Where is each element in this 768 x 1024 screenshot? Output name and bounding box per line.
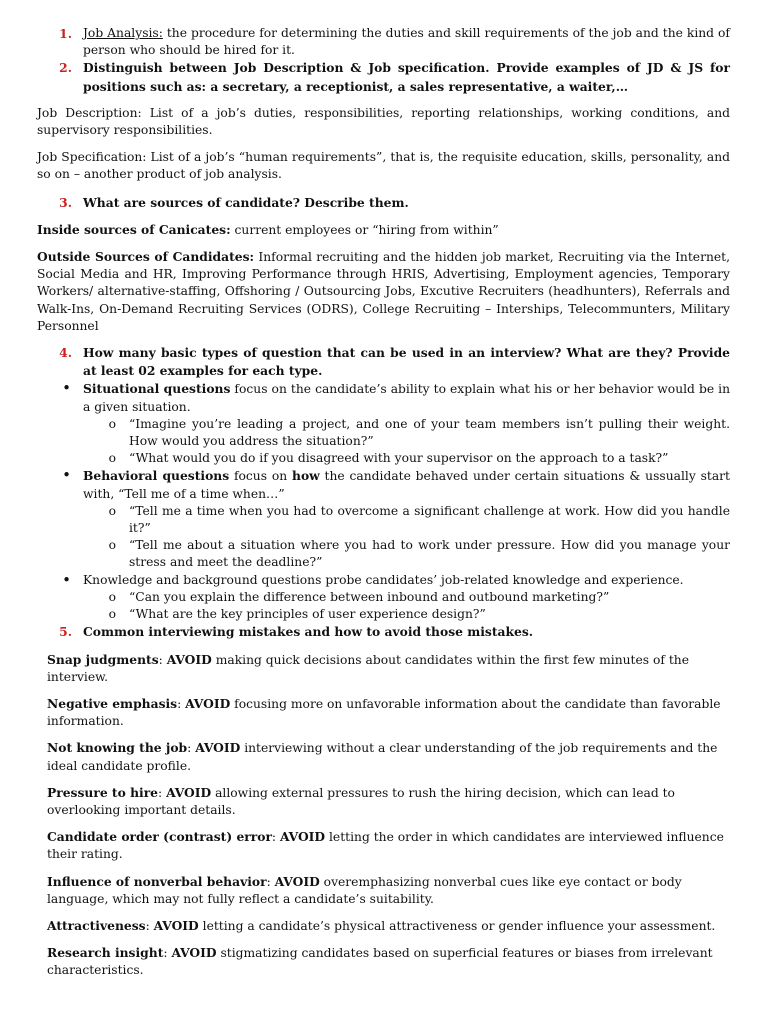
sub-list-item <box>37 416 730 450</box>
bullet-marker: • <box>62 570 71 589</box>
sub-bullet-marker: o <box>108 538 116 553</box>
question-3 <box>37 194 730 212</box>
mistake-text: letting the order in which candidates are interviewed influence their rating. <box>47 830 724 862</box>
mistake-title: Snap judgments <box>47 651 159 667</box>
situational-text: focus on the candidate’s ability to explain what his or her behavior would be in a given situation. <box>83 382 730 414</box>
outside-sources-text: Informal recruiting and the hidden job market, Recruiting via the Internet, Social Media and HR, Improving Performance through HRIS, Advertising, Employment agencies, Temporary Workers/ alternative-staffing, Offshoring / Outsourcing Jobs, Excutive Recruiters (headhunters), Referrals and Walk-Ins, On-Demand Recruiting Services (ODRS), College Recruiting – Interships, Telecommunters, Military Personnel <box>37 250 730 333</box>
question-text: What are sources of candidate? Describe them. <box>83 194 409 210</box>
behavioral-label: Behavioral questions <box>83 468 230 484</box>
mistake-item: Pressure to hire: AVOID allowing external pressures to rush the hiring decision, which can lead to overlooking important details. <box>47 784 675 817</box>
question-number: 4. <box>59 345 72 361</box>
mistake-title: Research insight <box>47 945 164 961</box>
question-number: 2. <box>59 60 72 76</box>
situational-label: Situational questions <box>83 381 231 397</box>
job-specification-paragraph: Job Specification: List of a job’s “human requirements”, that is, the requisite education, skills, personality, and so on – another product of job analysis. <box>37 150 730 182</box>
mistake-item: Research insight: AVOID stigmatizing candidates based on superficial features or biases from irrelevant characteristics. <box>47 945 713 978</box>
sub-bullet-marker: o <box>108 589 116 604</box>
list-item <box>37 467 730 502</box>
mistake-text: letting a candidate’s physical attractiveness or gender influence your assessment. <box>198 918 716 933</box>
mistake-item: Snap judgments: AVOID making quick decisions about candidates within the first few minutes of the interview. <box>47 651 689 684</box>
sub-bullet-marker: o <box>108 503 116 518</box>
behavioral-text: focus on <box>229 469 292 484</box>
mistake-text: allowing external pressures to rush the hiring decision, which can lead to overlooking important details. <box>47 785 675 817</box>
inside-sources-label: Inside sources of Canicates: <box>37 221 231 237</box>
mistake-title: Negative emphasis <box>47 695 178 711</box>
avoid-keyword: AVOID <box>274 873 320 889</box>
outside-sources-paragraph <box>37 248 730 335</box>
mistake-title: Pressure to hire <box>47 784 158 800</box>
bullet-marker: • <box>62 379 71 398</box>
question-2 <box>37 59 730 95</box>
sub-list-item <box>37 606 730 623</box>
avoid-keyword: AVOID <box>279 829 326 845</box>
sub-bullet-marker: o <box>108 416 116 431</box>
question-number: 1. <box>59 26 72 41</box>
job-analysis-definition: the procedure for determining the duties and skill requirements of the job and the kind of person who should be hired for it. <box>83 26 730 58</box>
list-item <box>37 572 730 589</box>
sub-list-item <box>37 503 730 537</box>
outside-sources-label: Outside Sources of Candidates: <box>37 249 255 265</box>
avoid-keyword: AVOID <box>166 651 212 667</box>
sub-list-item <box>37 589 730 606</box>
list-item <box>37 380 730 415</box>
mistake-text: stigmatizing candidates based on superficial features or biases from irrelevant characteristics. <box>47 946 713 978</box>
question-4 <box>37 344 730 380</box>
question-text: How many basic types of question that can be used in an interview? What are they? Provide at least 02 examples for each type. <box>83 345 730 379</box>
inside-sources-paragraph <box>37 221 730 239</box>
question-number: 5. <box>59 624 72 640</box>
inside-sources-text: current employees or “hiring from within” <box>230 222 499 237</box>
question-1 <box>37 25 730 59</box>
mistake-text: interviewing without a clear understanding of the job requirements and the ideal candidate profile. <box>47 741 718 773</box>
sub-bullet-marker: o <box>108 607 116 622</box>
question-number: 3. <box>59 194 72 210</box>
behavioral-text: the candidate behaved under certain situations & ussually start with, “Tell me of a time when…” <box>83 469 730 501</box>
example-question: “Imagine you’re leading a project, and one of your team members isn’t pulling their weight. How would you address the situation?” <box>129 416 730 449</box>
question-text: Distinguish between Job Description & Job specification. Provide examples of JD & JS for positions such as: a secretary, a receptionist, a sales representative, a waiter,… <box>83 60 730 94</box>
mistake-item: Candidate order (contrast) error: AVOID letting the order in which candidates are interviewed influence their rating. <box>47 829 724 862</box>
mistake-item: Influence of nonverbal behavior: AVOID overemphasizing nonverbal cues like eye contact or body language, which may not fully reflect a candidate’s suitability. <box>47 873 682 906</box>
sub-list-item <box>37 537 730 571</box>
mistake-title: Attractiveness <box>47 917 146 933</box>
example-question: “What are the key principles of user experience design?” <box>129 607 486 622</box>
mistake-text: overemphasizing nonverbal cues like eye contact or body language, which may not fully reflect a candidate’s suitability. <box>47 874 682 906</box>
example-question: “Tell me a time when you had to overcome a significant challenge at work. How did you handle it?” <box>129 503 730 536</box>
job-analysis-term: Job Analysis: <box>83 26 163 40</box>
job-description-paragraph: Job Description: List of a job’s duties, responsibilities, reporting relationships, working conditions, and supervisory responsibilities. <box>37 105 730 138</box>
question-text: Common interviewing mistakes and how to avoid those mistakes. <box>83 624 534 640</box>
sub-bullet-marker: o <box>108 451 116 466</box>
avoid-keyword: AVOID <box>195 740 241 756</box>
mistake-text: making quick decisions about candidates within the first few minutes of the interview. <box>47 652 689 684</box>
mistake-title: Influence of nonverbal behavior <box>47 873 267 889</box>
question-5 <box>37 623 730 641</box>
mistake-text: focusing more on unfavorable information about the candidate than favorable information. <box>47 696 721 729</box>
mistake-title: Candidate order (contrast) error <box>47 829 272 845</box>
avoid-keyword: AVOID <box>185 695 231 711</box>
mistake-title: Not knowing the job <box>47 740 188 756</box>
avoid-keyword: AVOID <box>153 917 199 933</box>
mistake-item: Not knowing the job: AVOID interviewing without a clear understanding of the job requirements and the ideal candidate profile. <box>47 740 718 773</box>
mistake-item: Attractiveness: AVOID letting a candidate’s physical attractiveness or gender influence your assessment. <box>47 917 716 933</box>
example-question: “What would you do if you disagreed with your supervisor on the approach to a task?” <box>129 451 669 466</box>
mistake-item: Negative emphasis: AVOID focusing more on unfavorable information about the candidate than favorable information. <box>47 695 721 729</box>
bullet-marker: • <box>62 466 71 485</box>
how-emphasis: how <box>292 468 320 484</box>
sub-list-item <box>37 450 730 467</box>
example-question: “Can you explain the difference between inbound and outbound marketing?” <box>129 589 610 604</box>
avoid-keyword: AVOID <box>166 784 212 800</box>
knowledge-text: Knowledge and background questions probe candidates’ job-related knowledge and experience. <box>83 572 684 587</box>
avoid-keyword: AVOID <box>171 945 217 961</box>
example-question: “Tell me about a situation where you had to work under pressure. How did you manage your stress and meet the deadline?” <box>129 538 730 570</box>
